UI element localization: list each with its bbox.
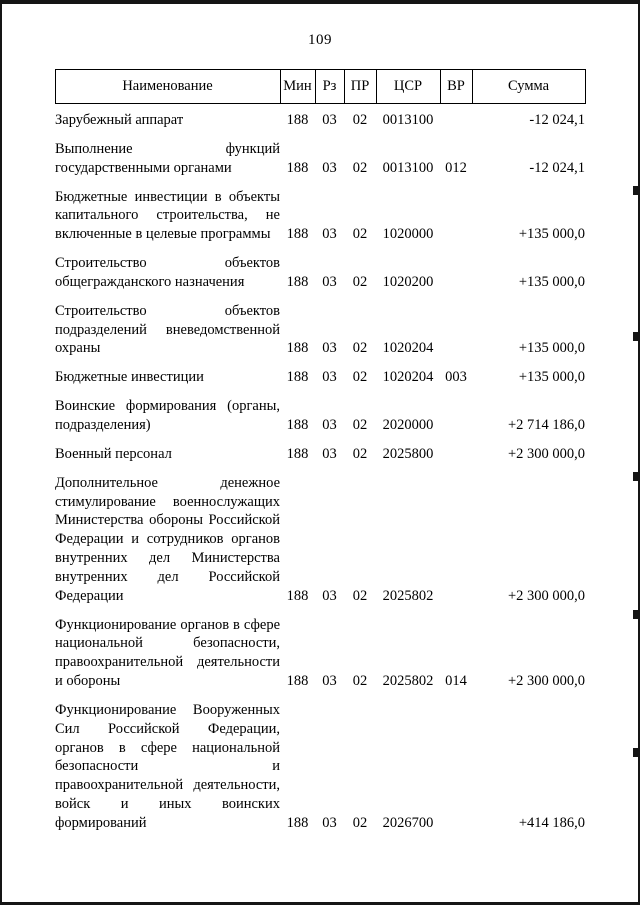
cell-min: 188 — [286, 815, 309, 831]
cell-pr: 02 — [352, 226, 368, 243]
table-row — [55, 247, 585, 295]
cell-sum: +2 300 000,0 — [507, 445, 585, 462]
cell-rz: 03 — [322, 416, 337, 433]
cell-csr: 2026700 — [382, 815, 434, 831]
header-vr: ВР — [440, 70, 472, 104]
cell-sum: +135 000,0 — [518, 340, 585, 357]
cell-rz: 03 — [322, 226, 337, 243]
header-name: Наименование — [55, 70, 280, 104]
cell-csr: 1020200 — [382, 273, 434, 290]
cell-sum: -12 024,1 — [529, 159, 585, 176]
cell-rz: 03 — [322, 673, 337, 690]
cell-vr — [440, 104, 472, 133]
cell-name: Зарубежный аппарат — [55, 112, 184, 128]
cell-rz: 03 — [322, 159, 337, 176]
scan-artifact — [633, 186, 638, 195]
cell-csr: 1020000 — [382, 226, 434, 243]
cell-min: 188 — [286, 416, 309, 433]
cell-csr: 2025802 — [382, 673, 434, 690]
scan-artifact — [633, 748, 638, 757]
table-row — [55, 390, 585, 438]
cell-name: Выполнение функций государственными органами — [55, 140, 280, 176]
table-row — [55, 438, 585, 467]
cell-sum: +135 000,0 — [518, 273, 585, 290]
cell-name: Военный персонал — [55, 445, 172, 462]
cell-name: Бюджетные инвестиции в объекты капитального строительства, не включенные в целевые программы — [55, 188, 280, 243]
cell-vr — [440, 438, 472, 467]
cell-rz: 03 — [322, 273, 337, 290]
table-row — [55, 694, 585, 836]
cell-csr: 2025802 — [382, 587, 434, 604]
cell-min: 188 — [286, 273, 309, 290]
table-row — [55, 295, 585, 362]
cell-csr: 0013100 — [382, 112, 434, 128]
cell-csr: 2020000 — [382, 416, 434, 433]
cell-csr: 1020204 — [382, 369, 434, 386]
cell-name: Дополнительное денежное стимулирование военнослужащих Министерства обороны Российской Федерации и сотрудников органов внутренних дел Министерства внутренних дел Российской Федерации — [55, 474, 280, 604]
table-row — [55, 467, 585, 609]
scan-artifact — [633, 610, 638, 619]
cell-vr — [440, 390, 472, 438]
cell-name: Воинские формирования (органы, подразделения) — [55, 398, 280, 433]
cell-pr: 02 — [352, 159, 368, 176]
cell-pr: 02 — [352, 445, 368, 462]
cell-pr: 02 — [352, 112, 368, 128]
cell-vr — [440, 181, 472, 248]
cell-pr: 02 — [352, 673, 368, 690]
cell-vr: 014 — [445, 673, 467, 690]
cell-name: Функционирование Вооруженных Сил Российской Федерации, органов в сфере национальной безопасности и правоохранительной деятельности, войск и иных воинских формирований — [55, 701, 280, 831]
cell-pr: 02 — [352, 340, 368, 357]
cell-vr: 003 — [445, 369, 467, 386]
header-rz: Рз — [315, 70, 344, 104]
table-row — [55, 133, 585, 181]
cell-name: Строительство объектов подразделений вневедомственной охраны — [55, 302, 280, 357]
cell-pr: 02 — [352, 273, 368, 290]
table-header — [55, 70, 585, 104]
cell-rz: 03 — [322, 587, 337, 604]
cell-name: Бюджетные инвестиции — [55, 369, 204, 386]
cell-rz: 03 — [322, 815, 337, 831]
page-number: 109 — [308, 32, 332, 48]
cell-csr: 2025800 — [382, 445, 434, 462]
cell-rz: 03 — [322, 340, 337, 357]
cell-sum: +135 000,0 — [518, 226, 585, 243]
cell-pr: 02 — [352, 587, 368, 604]
table-body — [55, 104, 585, 836]
cell-vr — [440, 694, 472, 836]
table-row — [55, 181, 585, 248]
cell-rz: 03 — [322, 369, 337, 386]
header-sum: Сумма — [472, 70, 585, 104]
table-row — [55, 609, 585, 694]
header-csr: ЦСР — [376, 70, 440, 104]
cell-min: 188 — [286, 340, 309, 357]
table-row — [55, 104, 585, 133]
cell-csr: 1020204 — [382, 340, 434, 357]
cell-vr: 012 — [445, 159, 467, 176]
scan-artifact — [633, 332, 638, 341]
cell-name: Строительство объектов общегражданского назначения — [55, 255, 280, 290]
cell-pr: 02 — [352, 369, 368, 386]
cell-min: 188 — [286, 369, 309, 386]
cell-rz: 03 — [322, 112, 337, 128]
cell-sum: +414 186,0 — [518, 815, 585, 831]
cell-pr: 02 — [352, 815, 368, 831]
cell-min: 188 — [286, 445, 309, 462]
cell-name: Функционирование органов в сфере национальной безопасности, правоохранительной деятельности и обороны — [55, 616, 280, 690]
cell-min: 188 — [286, 673, 309, 690]
cell-vr — [440, 247, 472, 295]
table-row — [55, 361, 585, 390]
cell-min: 188 — [286, 587, 309, 604]
cell-sum: +2 714 186,0 — [507, 416, 585, 433]
cell-min: 188 — [286, 159, 309, 176]
cell-sum: +135 000,0 — [518, 369, 585, 386]
table-header-row — [55, 70, 585, 104]
cell-rz: 03 — [322, 445, 337, 462]
cell-vr — [440, 467, 472, 609]
header-pr: ПР — [344, 70, 376, 104]
cell-vr — [440, 295, 472, 362]
cell-min: 188 — [286, 226, 309, 243]
cell-sum: -12 024,1 — [529, 112, 585, 128]
cell-pr: 02 — [352, 416, 368, 433]
header-min: Мин — [280, 70, 315, 104]
budget-table — [55, 69, 586, 836]
cell-sum: +2 300 000,0 — [507, 587, 585, 604]
cell-min: 188 — [286, 112, 309, 128]
scan-artifact — [633, 472, 638, 481]
cell-csr: 0013100 — [382, 159, 434, 176]
cell-sum: +2 300 000,0 — [507, 673, 585, 690]
